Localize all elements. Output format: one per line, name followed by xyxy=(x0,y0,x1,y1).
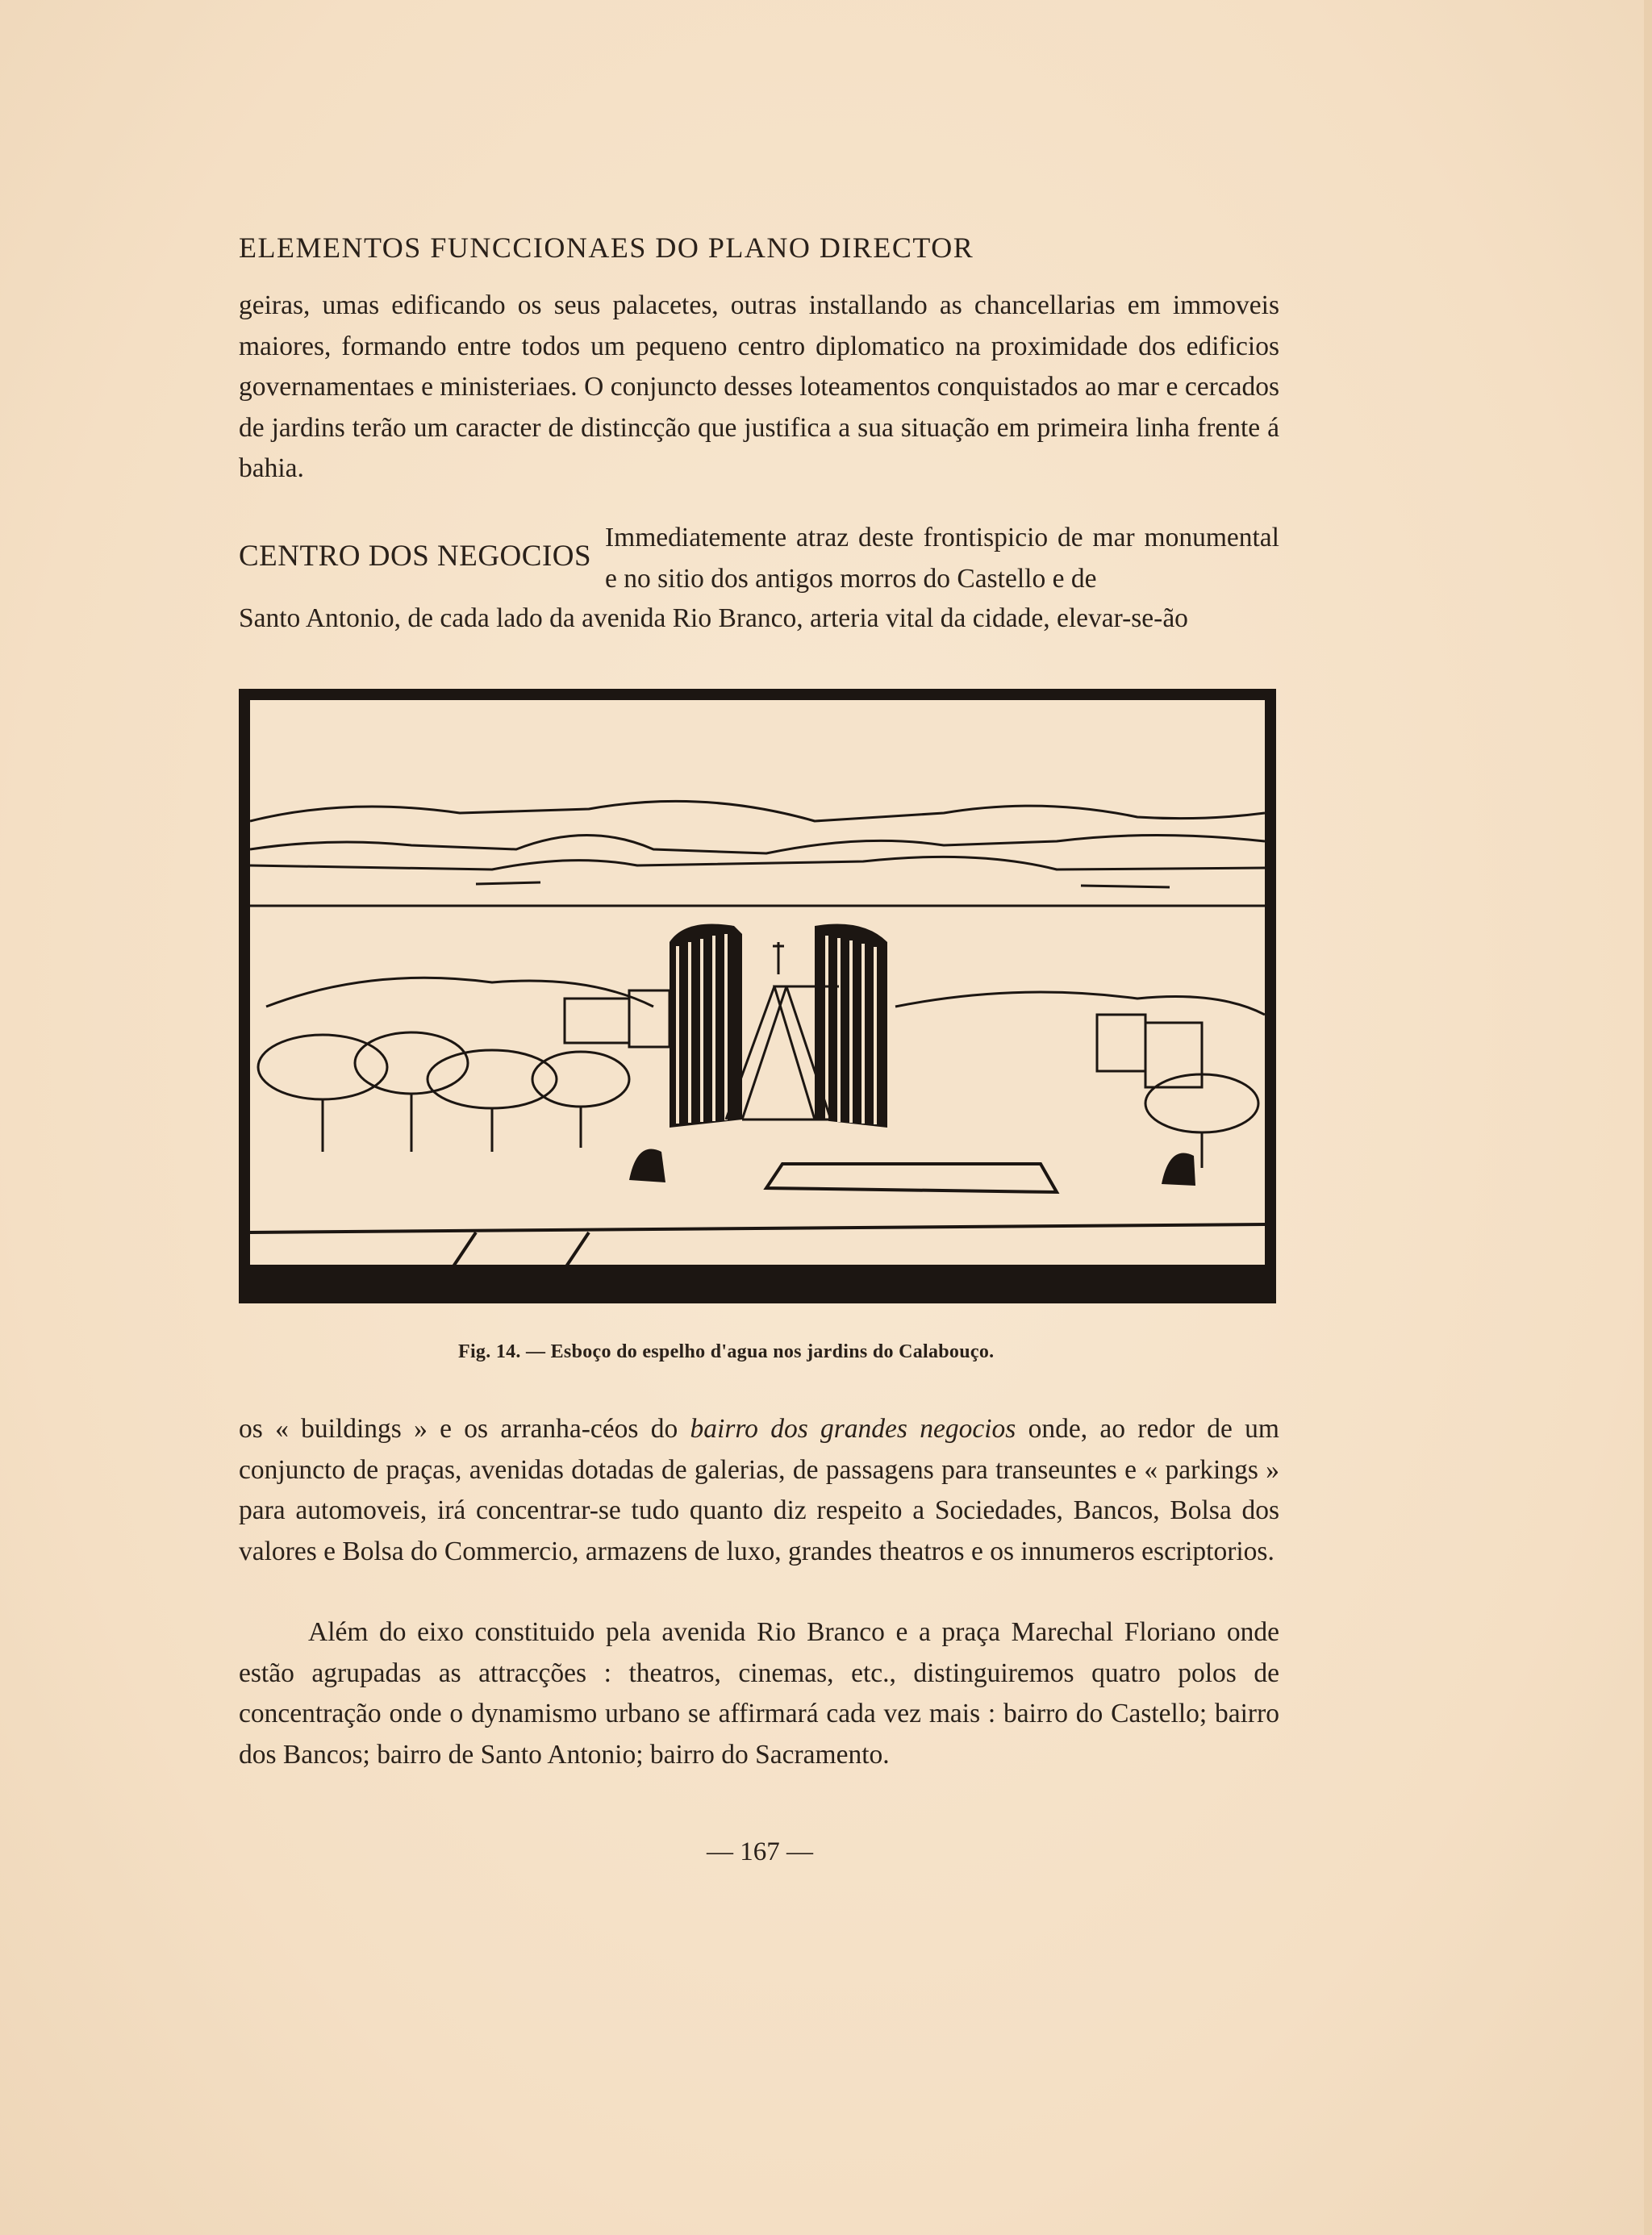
hill-line xyxy=(250,857,1265,869)
figure-illustration xyxy=(239,689,1276,1303)
paragraph-2 xyxy=(239,1409,1279,1572)
page-edge xyxy=(1644,0,1652,2235)
page-number: — 167 — xyxy=(707,1837,813,1866)
figure-caption: Fig. 14. — Esboço do espelho d'agua nos jardins do Calabouço. xyxy=(458,1341,995,1362)
paragraph-2-end: onde, ao redor de um conjuncto de praças, avenidas dotadas de galerias, de passagens para transeuntes e « parkings » para automoveis, irá concentrar-se tudo quanto diz respeito a Sociedades, Bancos, Bolsa dos valores e Bolsa do Commercio, armazens de luxo, grandes theatros e os innumeros escriptorios. xyxy=(239,1414,1279,1566)
running-title: ELEMENTOS FUNCCIONAES DO PLANO DIRECTOR xyxy=(239,231,974,264)
paragraph-1: geiras, umas edificando os seus palacetes, outras installando as chancellarias em immoveis maiores, formando entre todos um pequeno centro diplomatico na proximidade dos edificios governamentaes e ministeriaes. O conjuncto desses loteamentos conquistados ao mar e cercados de jardins terão um caracter de distincção que justifica a sua situação em primeira linha frente á bahia. xyxy=(239,290,1279,483)
section-heading: CENTRO DOS NEGOCIOS xyxy=(239,540,592,573)
hill-line xyxy=(250,836,1265,854)
sea-line xyxy=(476,882,1170,887)
trees-right xyxy=(895,992,1265,1168)
trees-left xyxy=(258,978,670,1152)
section-intro: Immediatemente atraz deste frontispicio de mar monumental e no sitio dos antigos morros do Castello e de xyxy=(605,523,1279,594)
section-intro-continued: Santo Antonio, de cada lado da avenida Rio Branco, arteria vital da cidade, elevar-se-ão xyxy=(239,603,1188,633)
left-colonnade xyxy=(670,924,742,1128)
paragraph-3: Além do eixo constituido pela avenida Rio Branco e a praça Marechal Floriano onde estão agrupadas as attracções : theatros, cinemas, etc., distinguiremos quatro polos de concentração onde o dynamismo urbano se affirmará cada vez mais : bairro do Castello; bairro dos Bancos; bairro de Santo Antonio; bairro do Sacramento. xyxy=(239,1617,1279,1770)
woodcut-sketch xyxy=(250,700,1265,1292)
paragraph-2-italic: bairro dos grandes negocios xyxy=(690,1414,1016,1444)
bottom-band xyxy=(250,1265,1265,1292)
paragraph-2-start: os « buildings » e os arranha-céos do xyxy=(239,1414,690,1444)
hill-line xyxy=(250,801,1265,821)
sculptures xyxy=(629,1149,1195,1186)
foreground-pool xyxy=(250,1164,1265,1281)
